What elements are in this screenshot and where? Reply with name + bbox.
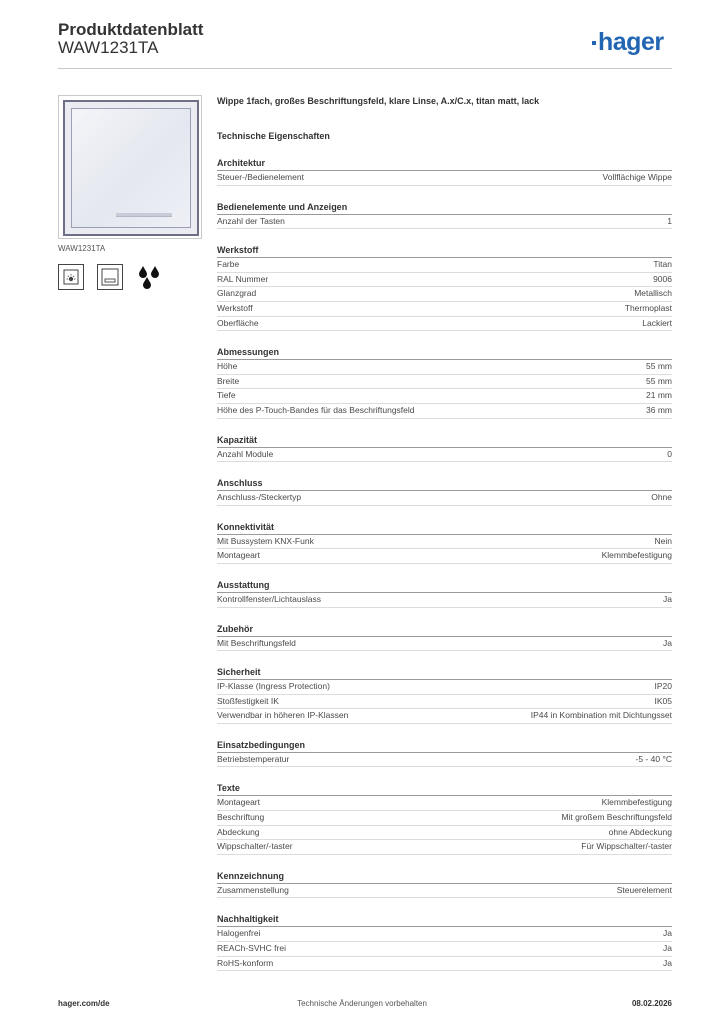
- spec-label: Betriebstemperatur: [217, 753, 290, 764]
- rocker-surface: [71, 108, 191, 228]
- spec-value: Ja: [663, 957, 672, 968]
- spec-value: IP20: [654, 681, 672, 692]
- spec-row: [217, 796, 672, 811]
- spec-value: Steuerelement: [616, 884, 672, 895]
- spec-section: [217, 913, 672, 971]
- spec-label: Stoßfestigkeit IK: [217, 695, 279, 706]
- spec-value: IP44 in Kombination mit Dichtungsset: [530, 710, 672, 721]
- spec-label: RAL Nummer: [217, 273, 269, 284]
- section-title: Werkstoff: [217, 244, 672, 258]
- section-title: Texte: [217, 782, 672, 796]
- header-divider: [58, 68, 672, 69]
- spec-row: [217, 535, 672, 550]
- spec-label: Höhe des P-Touch-Bandes für das Beschriftungsfeld: [217, 404, 415, 415]
- section-title: Einsatzbedingungen: [217, 739, 672, 753]
- spec-row: [217, 273, 672, 288]
- spec-section: [217, 434, 672, 463]
- spec-value: Ja: [663, 928, 672, 939]
- logo-text: hager: [598, 28, 664, 56]
- spec-label: Mit Bussystem KNX-Funk: [217, 535, 314, 546]
- spec-row: [217, 811, 672, 826]
- spec-row: [217, 287, 672, 302]
- section-title: Konnektivität: [217, 521, 672, 535]
- spec-row: [217, 680, 672, 695]
- section-title: Bedienelemente und Anzeigen: [217, 201, 672, 215]
- spec-value: ohne Abdeckung: [608, 826, 672, 837]
- spec-row: [217, 491, 672, 506]
- section-title: Ausstattung: [217, 579, 672, 593]
- hager-logo: [592, 28, 664, 57]
- spec-label: Oberfläche: [217, 317, 259, 328]
- spec-label: RoHS-konform: [217, 957, 274, 968]
- spec-value: 36 mm: [646, 404, 672, 415]
- spec-label: Anzahl Module: [217, 448, 274, 459]
- product-image: [58, 95, 202, 239]
- spec-label: Beschriftung: [217, 812, 265, 823]
- spec-section: [217, 244, 672, 331]
- spec-value: -5 - 40 °C: [635, 753, 672, 764]
- spec-row: [217, 171, 672, 186]
- spec-label: Werkstoff: [217, 302, 253, 313]
- section-title: Abmessungen: [217, 346, 672, 360]
- footer-date: 08.02.2026: [631, 999, 672, 1008]
- spec-value: Ja: [663, 637, 672, 648]
- spec-row: [217, 258, 672, 273]
- spec-label: Halogenfrei: [217, 928, 261, 939]
- spec-value: Ja: [663, 593, 672, 604]
- spec-row: [217, 549, 672, 564]
- spec-value: Klemmbefestigung: [601, 550, 672, 561]
- spec-section: [217, 521, 672, 564]
- section-title: Kapazität: [217, 434, 672, 448]
- spec-label: Breite: [217, 375, 240, 386]
- image-caption: WAW1231TA: [58, 244, 106, 253]
- spec-label: Tiefe: [217, 390, 236, 401]
- spec-value: Vollflächige Wippe: [602, 172, 672, 182]
- spec-row: [217, 375, 672, 390]
- spec-sections: [217, 157, 672, 971]
- section-title: Architektur: [217, 157, 672, 171]
- footer-website: hager.com/de: [58, 999, 110, 1008]
- spec-value: Metallisch: [634, 288, 672, 299]
- spec-value: 1: [667, 215, 672, 226]
- spec-row: [217, 927, 672, 942]
- spec-label: IP-Klasse (Ingress Protection): [217, 681, 330, 692]
- spec-value: Für Wippschalter/-taster: [581, 841, 672, 852]
- spec-label: Montageart: [217, 550, 260, 561]
- spec-section: [217, 201, 672, 230]
- spec-label: REACh-SVHC frei: [217, 943, 286, 954]
- section-title: Zubehör: [217, 623, 672, 637]
- spec-value: IK05: [654, 695, 672, 706]
- spec-label: Höhe: [217, 361, 238, 372]
- spec-label: Farbe: [217, 259, 240, 270]
- spec-value: Lackiert: [642, 317, 672, 328]
- spec-row: [217, 942, 672, 957]
- section-title: Nachhaltigkeit: [217, 913, 672, 927]
- spec-value: Klemmbefestigung: [601, 797, 672, 808]
- spec-label: Abdeckung: [217, 826, 260, 837]
- spec-row: [217, 389, 672, 404]
- water-drops-icon: [136, 264, 162, 290]
- spec-row: [217, 215, 672, 230]
- section-title: Kennzeichnung: [217, 870, 672, 884]
- spec-label: Zusammenstellung: [217, 884, 289, 895]
- spec-value: 0: [667, 448, 672, 459]
- spec-section: [217, 579, 672, 608]
- spec-row: [217, 302, 672, 317]
- section-title: Sicherheit: [217, 666, 672, 680]
- spec-value: 9006: [653, 273, 672, 284]
- section-title: Anschluss: [217, 477, 672, 491]
- spec-value: Thermoplast: [624, 302, 672, 313]
- spec-value: Ohne: [651, 492, 672, 503]
- spec-label: Anzahl der Tasten: [217, 215, 285, 226]
- spec-section: [217, 477, 672, 506]
- spec-row: [217, 826, 672, 841]
- spec-row: [217, 957, 672, 972]
- spec-section: [217, 666, 672, 724]
- switch-frame: [63, 100, 199, 236]
- spec-label: Mit Beschriftungsfeld: [217, 637, 296, 648]
- logo-dot-icon: [592, 41, 596, 45]
- spec-section: [217, 623, 672, 652]
- spec-section: [217, 739, 672, 768]
- spec-row: [217, 753, 672, 768]
- spec-value: Ja: [663, 943, 672, 954]
- spec-label: Wippschalter/-taster: [217, 841, 293, 852]
- spec-label: Anschluss-/Steckertyp: [217, 492, 302, 503]
- spec-value: Nein: [654, 535, 672, 546]
- spec-value: Mit großem Beschriftungsfeld: [561, 812, 672, 823]
- spec-column: [217, 95, 672, 971]
- spec-label: Steuer-/Bedienelement: [217, 172, 304, 182]
- spec-section: [217, 870, 672, 899]
- technical-properties-heading: Technische Eigenschaften: [217, 131, 330, 141]
- light-outlet-icon: [58, 264, 84, 290]
- spec-section: [217, 346, 672, 418]
- spec-row: [217, 637, 672, 652]
- spec-row: [217, 404, 672, 419]
- spec-row: [217, 695, 672, 710]
- article-number: WAW1231TA: [58, 38, 159, 57]
- spec-label: Verwendbar in höheren IP-Klassen: [217, 710, 349, 721]
- spec-row: [217, 709, 672, 724]
- spec-label: Kontrollfenster/Lichtauslass: [217, 593, 321, 604]
- label-field: [116, 213, 172, 217]
- spec-row: [217, 593, 672, 608]
- product-description: Wippe 1fach, großes Beschriftungsfeld, klare Linse, A.x/C.x, titan matt, lack: [217, 96, 540, 106]
- label-field-icon: [97, 264, 123, 290]
- spec-value: 21 mm: [646, 390, 672, 401]
- page-title: Produktdatenblatt: [58, 20, 204, 39]
- spec-value: 55 mm: [646, 375, 672, 386]
- spec-section: [217, 782, 672, 854]
- spec-value: Titan: [653, 259, 672, 270]
- footer-note: Technische Änderungen vorbehalten: [297, 999, 427, 1008]
- spec-row: [217, 317, 672, 332]
- spec-section: [217, 157, 672, 186]
- spec-row: [217, 448, 672, 463]
- spec-value: 55 mm: [646, 361, 672, 372]
- spec-row: [217, 840, 672, 855]
- spec-label: Glanzgrad: [217, 288, 257, 299]
- spec-row: [217, 884, 672, 899]
- spec-label: Montageart: [217, 797, 260, 808]
- spec-row: [217, 360, 672, 375]
